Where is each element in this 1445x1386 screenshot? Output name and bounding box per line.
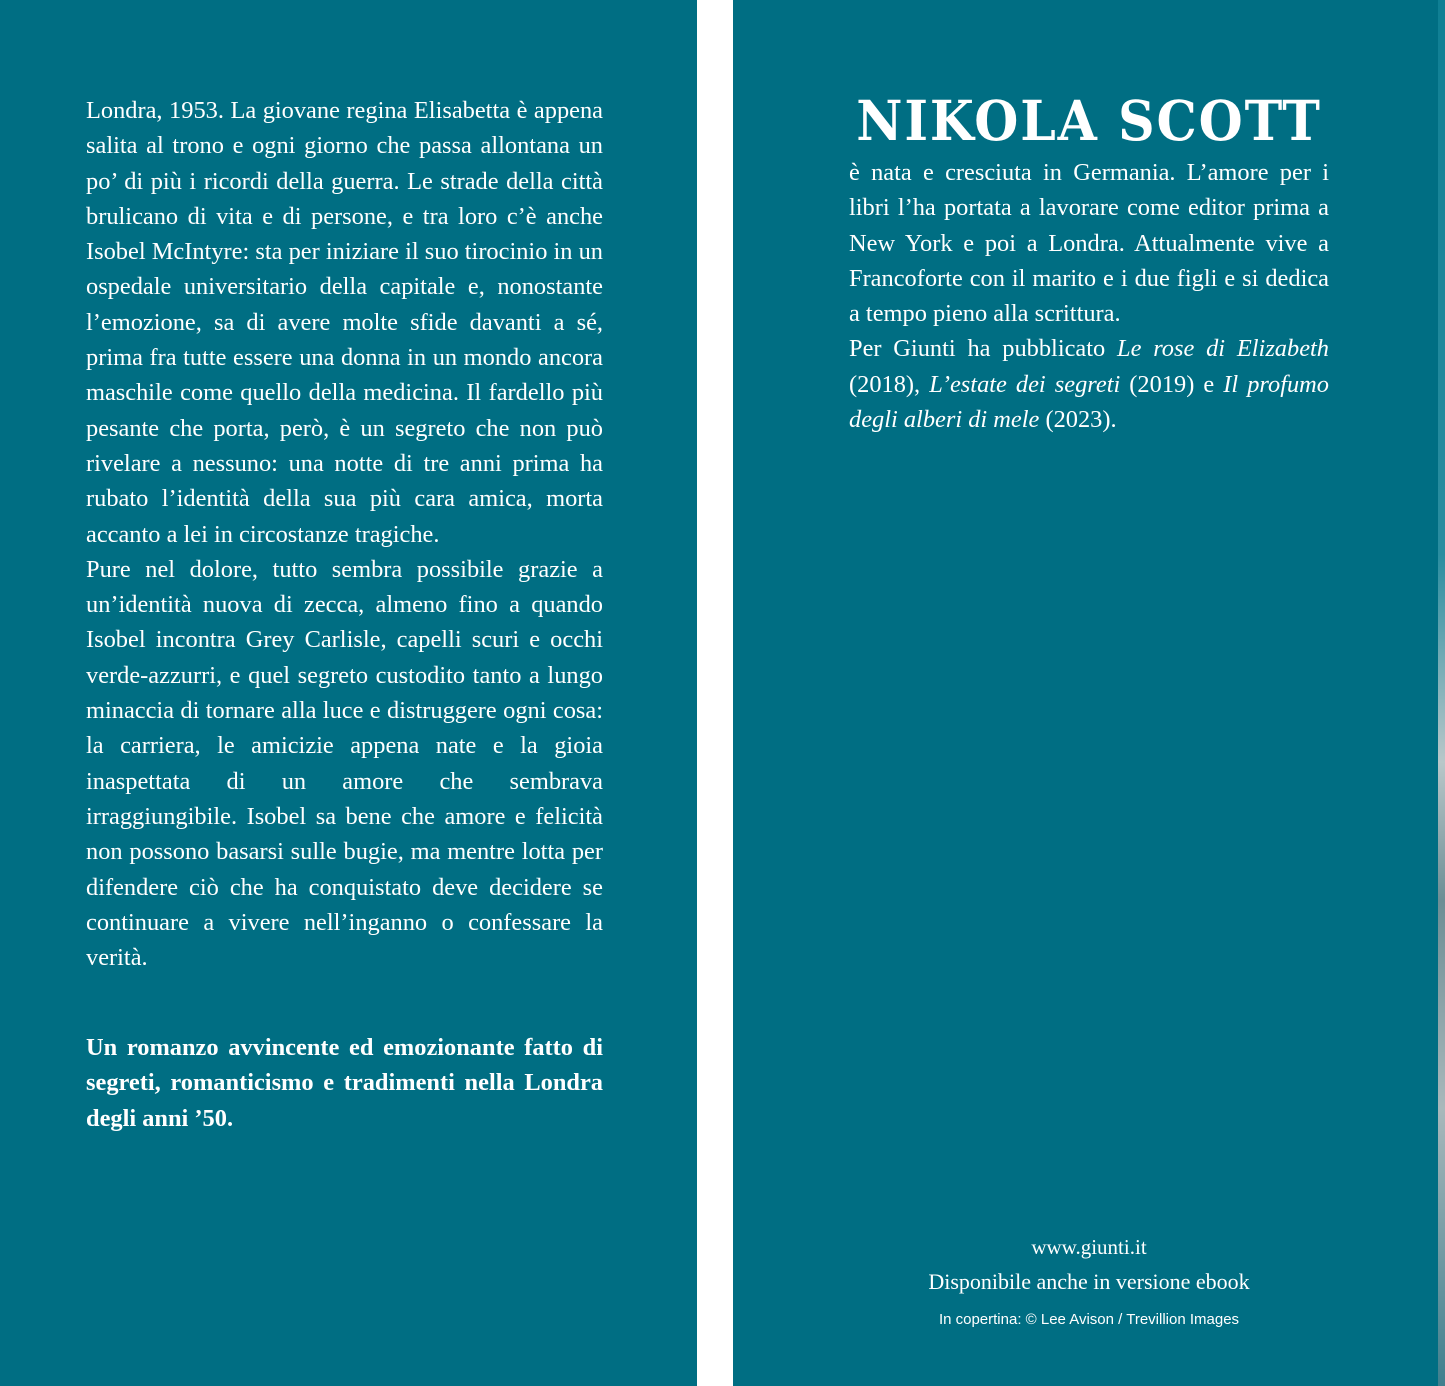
cover-image-edge <box>1438 0 1445 1386</box>
right-flap <box>733 0 1445 1386</box>
ebook-note: Disponibile anche in versione ebook <box>928 1269 1250 1294</box>
synopsis <box>86 93 603 975</box>
book-year-1: (2018), <box>849 370 930 398</box>
tagline <box>86 1030 603 1136</box>
book-year-3: (2023). <box>1039 406 1117 434</box>
synopsis-paragraph-2: Pure nel dolore, tutto sembra possibile grazie a un’identità nuova di zecca, almeno fino a quando Isobel incontra Grey Carlisle, capelli scuri e occhi verde-azzurri, e quel segreto custodito tanto a lungo minaccia di tornare alla luce e distruggere ogni cosa: la carriera, le amicizie appena nate e la gioia inaspettata di un amore che sembrava irraggiungibile. Isobel sa bene che amore e felicità non possono basarsi sulle bugie, ma mentre lotta per difendere ciò che ha conquistato deve decidere se continuare a vivere nell’inganno o confessare la verità. <box>86 555 603 972</box>
bio-books <box>849 331 1329 437</box>
synopsis-paragraph-1: Londra, 1953. La giovane regina Elisabetta è appena salita al trono e ogni giorno che passa allontana un po’ di più i ricordi della guerra. Le strade della città brulicano di vita e di persone, e tra loro c’è anche Isobel McIntyre: sta per iniziare il suo tirocinio in un ospedale universitario della capitale e, nonostante l’emozione, sa di avere molte sfide davanti a sé, prima fra tutte essere una donna in un mondo ancora maschile come quello della medicina. Il fardello più pesante che porta, però, è un segreto che non può rivelare a nessuno: una notte di tre anni prima ha rubato l’identità della sua più cara amica, morta accanto a lei in circostanze tragiche. <box>86 97 603 548</box>
book-title-3: Il profumo degli alberi di mele <box>849 370 1329 434</box>
author-bio <box>849 155 1329 437</box>
publisher-website: www.giunti.it <box>1031 1235 1147 1259</box>
book-title-2: L’estate dei segreti <box>929 370 1121 398</box>
bio-books-intro: Per Giunti ha pubblicato <box>849 335 1118 363</box>
book-year-2: (2019) e <box>1120 370 1224 398</box>
left-flap <box>0 0 697 1386</box>
cover-credit: In copertina: © Lee Avison / Trevillion Images <box>938 1311 1240 1328</box>
tagline-text: Un romanzo avvincente ed emozionante fatto di segreti, romanticismo e tradimenti nella Londra degli anni ’50. <box>86 1034 603 1132</box>
book-title-1: Le rose di Elizabeth <box>1117 335 1329 363</box>
bio-text: è nata e cresciuta in Germania. L’amore per i libri l’ha portata a lavorare come editor prima a New York e poi a Londra. Attualmente vive a Francoforte con il marito e i due figli e si dedica a tempo pieno alla scrittura. <box>849 159 1329 328</box>
author-name: NIKOLA SCOTT <box>856 88 1322 153</box>
